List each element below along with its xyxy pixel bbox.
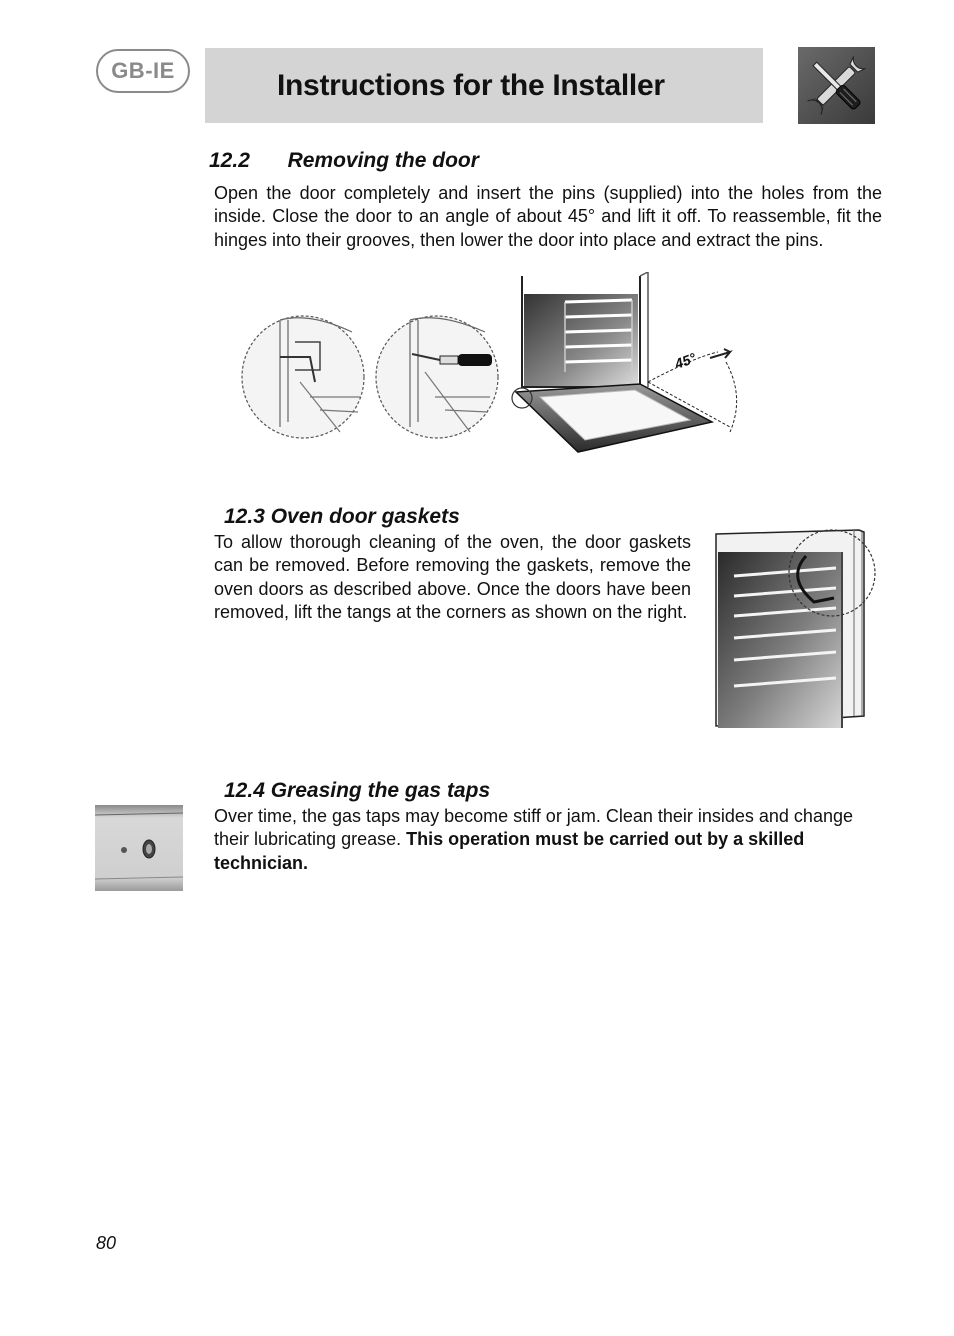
section-number: 12.4 [224,779,265,802]
page-number: 80 [96,1233,117,1253]
wrench-screwdriver-icon [798,47,875,124]
section-title: Oven door gaskets [270,505,460,528]
section-number: 12.3 [224,505,265,528]
region-badge [96,49,190,93]
section-heading-12-3 [224,505,460,529]
section-number: 12.2 [209,149,250,172]
section-text-regular: Over time, the gas taps may become stiff or jam. Clean their insides and change their lubricating grease. [214,806,853,850]
gas-tap-knob-image [95,805,183,891]
section-text-warning: This operation must be carried out by a skilled technician. [214,829,805,873]
angle-label: 45° [672,349,698,372]
section-title: Greasing the gas taps [270,779,491,802]
section-heading-12-2 [209,149,479,173]
header-bar [205,48,763,123]
section-heading-12-4 [224,779,490,803]
section-text-12-4 [214,805,882,875]
page-title: Instructions for the Installer [277,68,665,102]
section-text-12-2: Open the door completely and insert the pins (supplied) into the holes from the inside. Close the door to an angle of about 45° and lift it off. To reassemble, fit the hinges into their grooves, then lower the door into place and extract the pins. [214,183,882,250]
section-title: Removing the door [287,149,479,172]
door-removal-illustration [240,272,760,462]
hinge-detail-circle-1 [242,316,364,438]
hinge-detail-circle-2 [376,316,498,438]
oven-open-door [512,272,737,452]
section-text-12-3: To allow thorough cleaning of the oven, the door gaskets can be removed. Before removing the gaskets, remove the oven doors as described above. Once the doors have been removed, lift the tangs at the corners as shown on the right. [214,532,691,622]
gasket-illustration [714,526,879,734]
region-badge-label: GB-IE [111,58,175,83]
